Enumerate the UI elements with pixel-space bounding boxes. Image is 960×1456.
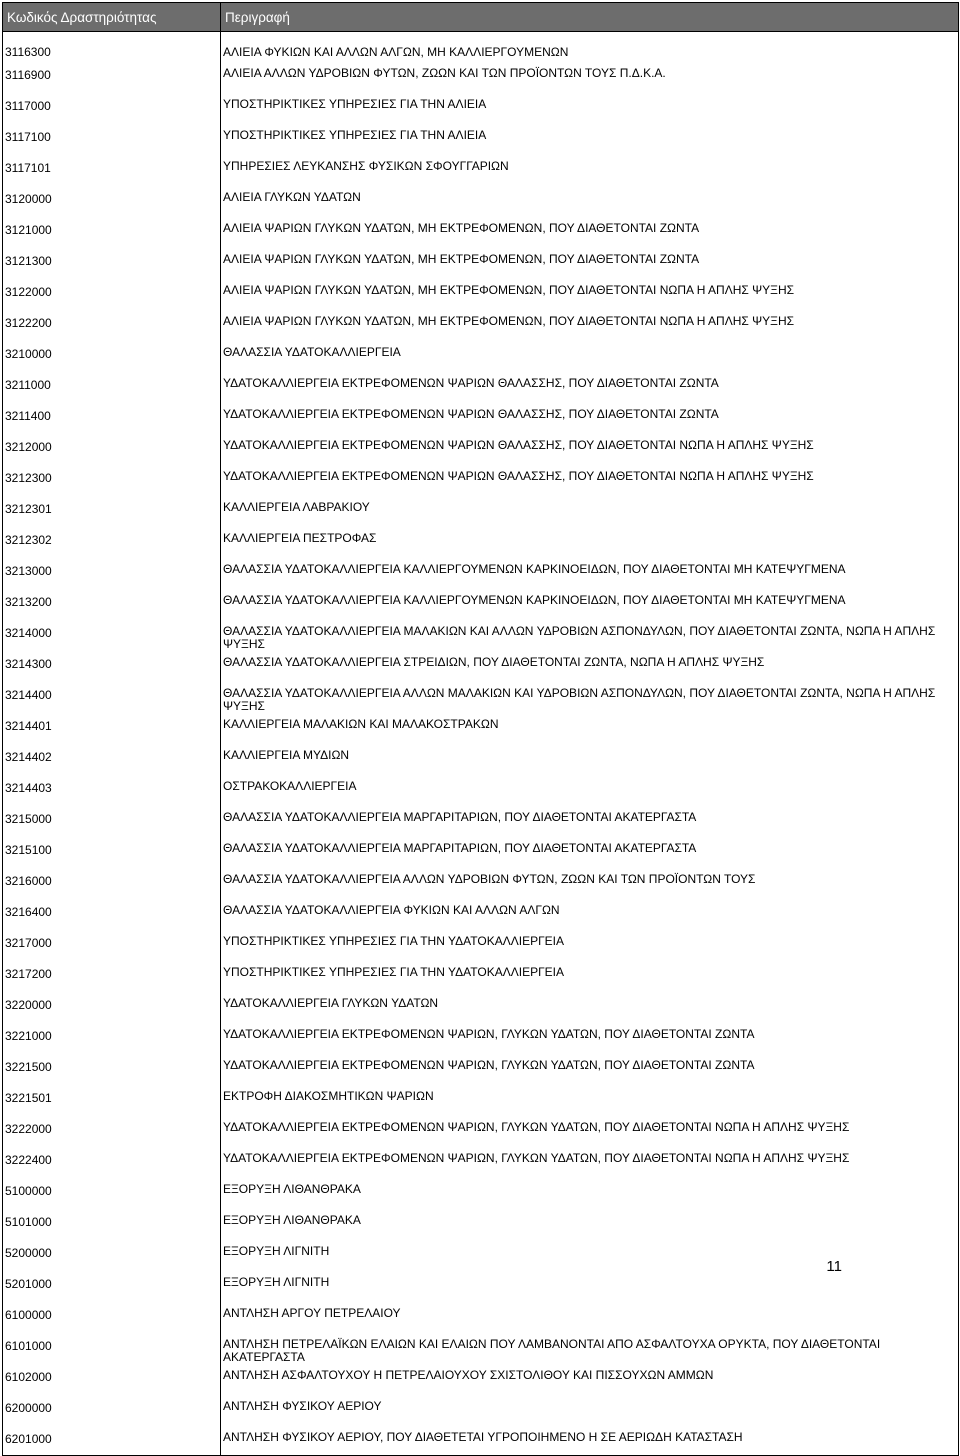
table-row — [3, 963, 959, 994]
activity-description: ΘΑΛΑΣΣΙΑ ΥΔΑΤΟΚΑΛΛΙΕΡΓΕΙΑ ΣΤΡΕΙΔΙΩΝ, ΠΟΥ ΔΙΑΘΕΤΟΝΤΑΙ ΖΩΝΤΑ, ΝΩΠΑ Η ΑΠΛΗΣ ΨΥΞΗΣ — [221, 653, 959, 684]
activity-code: 3117101 — [3, 157, 221, 188]
table-row — [3, 1304, 959, 1335]
activity-description: ΘΑΛΑΣΣΙΑ ΥΔΑΤΟΚΑΛΛΙΕΡΓΕΙΑ ΜΑΛΑΚΙΩΝ ΚΑΙ ΑΛΛΩΝ ΥΔΡΟΒΙΩΝ ΑΣΠΟΝΔΥΛΩΝ, ΠΟΥ ΔΙΑΘΕΤΟΝΤΑΙ ΖΩΝΤΑ, ΝΩΠΑ Η ΑΠΛΗΣ ΨΥΞΗΣ — [221, 622, 959, 653]
activity-description: ΑΝΤΛΗΣΗ ΑΣΦΑΛΤΟΥΧΟΥ Η ΠΕΤΡΕΛΑΙΟΥΧΟΥ ΣΧΙΣΤΟΛΙΘΟΥ ΚΑΙ ΠΙΣΣΟΥΧΩΝ ΑΜΜΩΝ — [221, 1366, 959, 1397]
activity-code: 3211000 — [3, 374, 221, 405]
activity-description: ΑΛΙΕΙΑ ΨΑΡΙΩΝ ΓΛΥΚΩΝ ΥΔΑΤΩΝ, ΜΗ ΕΚΤΡΕΦΟΜΕΝΩΝ, ΠΟΥ ΔΙΑΘΕΤΟΝΤΑΙ ΝΩΠΑ Η ΑΠΛΗΣ ΨΥΞΗΣ — [221, 281, 959, 312]
activity-description: ΕΞΟΡΥΞΗ ΛΙΓΝΙΤΗ — [221, 1273, 959, 1304]
activity-code: 3221500 — [3, 1056, 221, 1087]
activity-description: ΘΑΛΑΣΣΙΑ ΥΔΑΤΟΚΑΛΛΙΕΡΓΕΙΑ ΜΑΡΓΑΡΙΤΑΡΙΩΝ, ΠΟΥ ΔΙΑΘΕΤΟΝΤΑΙ ΑΚΑΤΕΡΓΑΣΤΑ — [221, 839, 959, 870]
table-row — [3, 1211, 959, 1242]
table-row — [3, 870, 959, 901]
activity-description: ΥΠΟΣΤΗΡΙΚΤΙΚΕΣ ΥΠΗΡΕΣΙΕΣ ΓΙΑ ΤΗΝ ΑΛΙΕΙΑ — [221, 95, 959, 126]
activity-code: 6100000 — [3, 1304, 221, 1335]
table-row — [3, 188, 959, 219]
activity-code: 3120000 — [3, 188, 221, 219]
table-row — [3, 250, 959, 281]
activity-code: 3214400 — [3, 684, 221, 715]
table-row — [3, 932, 959, 963]
activity-code: 3222400 — [3, 1149, 221, 1180]
table-row — [3, 1428, 959, 1456]
activity-code: 3221501 — [3, 1087, 221, 1118]
table-row — [3, 1025, 959, 1056]
table-row — [3, 560, 959, 591]
table-row — [3, 64, 959, 95]
activity-code: 3213000 — [3, 560, 221, 591]
activity-code: 3212302 — [3, 529, 221, 560]
activity-description: ΚΑΛΛΙΕΡΓΕΙΑ ΠΕΣΤΡΟΦΑΣ — [221, 529, 959, 560]
activity-code: 3220000 — [3, 994, 221, 1025]
activity-code: 3210000 — [3, 343, 221, 374]
table-row — [3, 591, 959, 622]
table-row — [3, 126, 959, 157]
table-row — [3, 529, 959, 560]
activity-code: 3215000 — [3, 808, 221, 839]
activity-code: 3211400 — [3, 405, 221, 436]
table-row — [3, 622, 959, 653]
header-description: Περιγραφή — [221, 3, 959, 32]
activity-description: ΘΑΛΑΣΣΙΑ ΥΔΑΤΟΚΑΛΛΙΕΡΓΕΙΑ ΑΛΛΩΝ ΥΔΡΟΒΙΩΝ ΦΥΤΩΝ, ΖΩΩΝ ΚΑΙ ΤΩΝ ΠΡΟΪΟΝΤΩΝ ΤΟΥΣ — [221, 870, 959, 901]
activity-description: ΑΝΤΛΗΣΗ ΦΥΣΙΚΟΥ ΑΕΡΙΟΥ, ΠΟΥ ΔΙΑΘΕΤΕΤΑΙ ΥΓΡΟΠΟΙΗΜΕΝΟ Η ΣΕ ΑΕΡΙΩΔΗ ΚΑΤΑΣΤΑΣΗ — [221, 1428, 959, 1456]
activity-description: ΘΑΛΑΣΣΙΑ ΥΔΑΤΟΚΑΛΛΙΕΡΓΕΙΑ ΚΑΛΛΙΕΡΓΟΥΜΕΝΩΝ ΚΑΡΚΙΝΟΕΙΔΩΝ, ΠΟΥ ΔΙΑΘΕΤΟΝΤΑΙ ΜΗ ΚΑΤΕΨΥΓΜΕΝΑ — [221, 560, 959, 591]
activity-code: 5200000 — [3, 1242, 221, 1273]
activity-description: ΥΔΑΤΟΚΑΛΛΙΕΡΓΕΙΑ ΓΛΥΚΩΝ ΥΔΑΤΩΝ — [221, 994, 959, 1025]
table-row — [3, 343, 959, 374]
table-row — [3, 1087, 959, 1118]
activity-code: 3212300 — [3, 467, 221, 498]
activity-description: ΥΔΑΤΟΚΑΛΛΙΕΡΓΕΙΑ ΕΚΤΡΕΦΟΜΕΝΩΝ ΨΑΡΙΩΝ ΘΑΛΑΣΣΗΣ, ΠΟΥ ΔΙΑΘΕΤΟΝΤΑΙ ΝΩΠΑ Η ΑΠΛΗΣ ΨΥΞΗΣ — [221, 436, 959, 467]
activity-code: 3221000 — [3, 1025, 221, 1056]
activity-code: 3214300 — [3, 653, 221, 684]
table-row — [3, 1056, 959, 1087]
activity-code: 3212301 — [3, 498, 221, 529]
activity-description: ΥΔΑΤΟΚΑΛΛΙΕΡΓΕΙΑ ΕΚΤΡΕΦΟΜΕΝΩΝ ΨΑΡΙΩΝ ΘΑΛΑΣΣΗΣ, ΠΟΥ ΔΙΑΘΕΤΟΝΤΑΙ ΝΩΠΑ Η ΑΠΛΗΣ ΨΥΞΗΣ — [221, 467, 959, 498]
activity-code: 3116300 — [3, 32, 221, 65]
activity-code: 3222000 — [3, 1118, 221, 1149]
activity-code: 3212000 — [3, 436, 221, 467]
activity-description: ΥΠΗΡΕΣΙΕΣ ΛΕΥΚΑΝΣΗΣ ΦΥΣΙΚΩΝ ΣΦΟΥΓΓΑΡΙΩΝ — [221, 157, 959, 188]
activity-description: ΚΑΛΛΙΕΡΓΕΙΑ ΜΥΔΙΩΝ — [221, 746, 959, 777]
table-row — [3, 436, 959, 467]
activity-code: 3216400 — [3, 901, 221, 932]
page-number: 11 — [826, 1258, 842, 1275]
table-row — [3, 95, 959, 126]
activity-code: 6201000 — [3, 1428, 221, 1456]
activity-description: ΥΔΑΤΟΚΑΛΛΙΕΡΓΕΙΑ ΕΚΤΡΕΦΟΜΕΝΩΝ ΨΑΡΙΩΝ, ΓΛΥΚΩΝ ΥΔΑΤΩΝ, ΠΟΥ ΔΙΑΘΕΤΟΝΤΑΙ ΖΩΝΤΑ — [221, 1056, 959, 1087]
activity-description: ΥΔΑΤΟΚΑΛΛΙΕΡΓΕΙΑ ΕΚΤΡΕΦΟΜΕΝΩΝ ΨΑΡΙΩΝ ΘΑΛΑΣΣΗΣ, ΠΟΥ ΔΙΑΘΕΤΟΝΤΑΙ ΖΩΝΤΑ — [221, 374, 959, 405]
activity-description: ΑΛΙΕΙΑ ΨΑΡΙΩΝ ΓΛΥΚΩΝ ΥΔΑΤΩΝ, ΜΗ ΕΚΤΡΕΦΟΜΕΝΩΝ, ΠΟΥ ΔΙΑΘΕΤΟΝΤΑΙ ΝΩΠΑ Η ΑΠΛΗΣ ΨΥΞΗΣ — [221, 312, 959, 343]
table-row — [3, 219, 959, 250]
activity-description: ΥΔΑΤΟΚΑΛΛΙΕΡΓΕΙΑ ΕΚΤΡΕΦΟΜΕΝΩΝ ΨΑΡΙΩΝ, ΓΛΥΚΩΝ ΥΔΑΤΩΝ, ΠΟΥ ΔΙΑΘΕΤΟΝΤΑΙ ΖΩΝΤΑ — [221, 1025, 959, 1056]
activity-description: ΥΔΑΤΟΚΑΛΛΙΕΡΓΕΙΑ ΕΚΤΡΕΦΟΜΕΝΩΝ ΨΑΡΙΩΝ ΘΑΛΑΣΣΗΣ, ΠΟΥ ΔΙΑΘΕΤΟΝΤΑΙ ΖΩΝΤΑ — [221, 405, 959, 436]
activity-description: ΥΠΟΣΤΗΡΙΚΤΙΚΕΣ ΥΠΗΡΕΣΙΕΣ ΓΙΑ ΤΗΝ ΥΔΑΤΟΚΑΛΛΙΕΡΓΕΙΑ — [221, 932, 959, 963]
table-row — [3, 684, 959, 715]
activity-description: ΑΛΙΕΙΑ ΨΑΡΙΩΝ ΓΛΥΚΩΝ ΥΔΑΤΩΝ, ΜΗ ΕΚΤΡΕΦΟΜΕΝΩΝ, ΠΟΥ ΔΙΑΘΕΤΟΝΤΑΙ ΖΩΝΤΑ — [221, 250, 959, 281]
table-row — [3, 157, 959, 188]
table-row — [3, 1273, 959, 1304]
activity-code: 3122000 — [3, 281, 221, 312]
table-row — [3, 1180, 959, 1211]
activity-description: ΑΛΙΕΙΑ ΑΛΛΩΝ ΥΔΡΟΒΙΩΝ ΦΥΤΩΝ, ΖΩΩΝ ΚΑΙ ΤΩΝ ΠΡΟΪΟΝΤΩΝ ΤΟΥΣ Π.Δ.Κ.Α. — [221, 64, 959, 95]
table-row — [3, 1149, 959, 1180]
activity-description: ΑΝΤΛΗΣΗ ΠΕΤΡΕΛΑΪΚΩΝ ΕΛΑΙΩΝ ΚΑΙ ΕΛΑΙΩΝ ΠΟΥ ΛΑΜΒΑΝΟΝΤΑΙ ΑΠΟ ΑΣΦΑΛΤΟΥΧΑ ΟΡΥΚΤΑ, ΠΟΥ ΔΙΑΘΕΤΟΝΤΑΙ ΑΚΑΤΕΡΓΑΣΤΑ — [221, 1335, 959, 1366]
activity-description: ΑΛΙΕΙΑ ΓΛΥΚΩΝ ΥΔΑΤΩΝ — [221, 188, 959, 219]
activity-description: ΚΑΛΛΙΕΡΓΕΙΑ ΜΑΛΑΚΙΩΝ ΚΑΙ ΜΑΛΑΚΟΣΤΡΑΚΩΝ — [221, 715, 959, 746]
activity-code: 3214402 — [3, 746, 221, 777]
table-row — [3, 312, 959, 343]
activity-codes-table — [2, 2, 959, 1456]
activity-code: 3214403 — [3, 777, 221, 808]
activity-code: 3117100 — [3, 126, 221, 157]
activity-code: 3215100 — [3, 839, 221, 870]
table-row — [3, 281, 959, 312]
activity-code: 3214000 — [3, 622, 221, 653]
table-row — [3, 777, 959, 808]
activity-description: ΘΑΛΑΣΣΙΑ ΥΔΑΤΟΚΑΛΛΙΕΡΓΕΙΑ ΦΥΚΙΩΝ ΚΑΙ ΑΛΛΩΝ ΑΛΓΩΝ — [221, 901, 959, 932]
table-row — [3, 374, 959, 405]
activity-code: 3217200 — [3, 963, 221, 994]
table-row — [3, 715, 959, 746]
table-row — [3, 498, 959, 529]
activity-description: ΑΛΙΕΙΑ ΦΥΚΙΩΝ ΚΑΙ ΑΛΛΩΝ ΑΛΓΩΝ, ΜΗ ΚΑΛΛΙΕΡΓΟΥΜΕΝΩΝ — [221, 32, 959, 65]
activity-description: ΥΔΑΤΟΚΑΛΛΙΕΡΓΕΙΑ ΕΚΤΡΕΦΟΜΕΝΩΝ ΨΑΡΙΩΝ, ΓΛΥΚΩΝ ΥΔΑΤΩΝ, ΠΟΥ ΔΙΑΘΕΤΟΝΤΑΙ ΝΩΠΑ Η ΑΠΛΗΣ ΨΥΞΗΣ — [221, 1149, 959, 1180]
activity-code: 6101000 — [3, 1335, 221, 1366]
table-row — [3, 32, 959, 65]
activity-description: ΥΠΟΣΤΗΡΙΚΤΙΚΕΣ ΥΠΗΡΕΣΙΕΣ ΓΙΑ ΤΗΝ ΑΛΙΕΙΑ — [221, 126, 959, 157]
activity-description: ΑΛΙΕΙΑ ΨΑΡΙΩΝ ΓΛΥΚΩΝ ΥΔΑΤΩΝ, ΜΗ ΕΚΤΡΕΦΟΜΕΝΩΝ, ΠΟΥ ΔΙΑΘΕΤΟΝΤΑΙ ΖΩΝΤΑ — [221, 219, 959, 250]
activity-description: ΘΑΛΑΣΣΙΑ ΥΔΑΤΟΚΑΛΛΙΕΡΓΕΙΑ ΜΑΡΓΑΡΙΤΑΡΙΩΝ, ΠΟΥ ΔΙΑΘΕΤΟΝΤΑΙ ΑΚΑΤΕΡΓΑΣΤΑ — [221, 808, 959, 839]
activity-code: 3121000 — [3, 219, 221, 250]
activity-code: 3217000 — [3, 932, 221, 963]
activity-code: 5101000 — [3, 1211, 221, 1242]
activity-code: 3216000 — [3, 870, 221, 901]
table-row — [3, 1366, 959, 1397]
activity-description: ΟΣΤΡΑΚΟΚΑΛΛΙΕΡΓΕΙΑ — [221, 777, 959, 808]
table-row — [3, 1335, 959, 1366]
activity-code: 6102000 — [3, 1366, 221, 1397]
table-row — [3, 746, 959, 777]
activity-code: 3213200 — [3, 591, 221, 622]
header-code: Κωδικός Δραστηριότητας — [3, 3, 221, 32]
table-row — [3, 901, 959, 932]
activity-description: ΚΑΛΛΙΕΡΓΕΙΑ ΛΑΒΡΑΚΙΟΥ — [221, 498, 959, 529]
table-row — [3, 405, 959, 436]
activity-description: ΕΞΟΡΥΞΗ ΛΙΓΝΙΤΗ — [221, 1242, 959, 1273]
table-body — [3, 32, 959, 1456]
activity-code: 5201000 — [3, 1273, 221, 1304]
activity-code: 3121300 — [3, 250, 221, 281]
table-row — [3, 467, 959, 498]
activity-description: ΕΚΤΡΟΦΗ ΔΙΑΚΟΣΜΗΤΙΚΩΝ ΨΑΡΙΩΝ — [221, 1087, 959, 1118]
table-header-row — [3, 3, 959, 32]
table-row — [3, 808, 959, 839]
table-row — [3, 653, 959, 684]
activity-description: ΕΞΟΡΥΞΗ ΛΙΘΑΝΘΡΑΚΑ — [221, 1180, 959, 1211]
activity-code: 3214401 — [3, 715, 221, 746]
table-row — [3, 994, 959, 1025]
activity-code: 3117000 — [3, 95, 221, 126]
activity-code: 3122200 — [3, 312, 221, 343]
activity-description: ΥΠΟΣΤΗΡΙΚΤΙΚΕΣ ΥΠΗΡΕΣΙΕΣ ΓΙΑ ΤΗΝ ΥΔΑΤΟΚΑΛΛΙΕΡΓΕΙΑ — [221, 963, 959, 994]
activity-description: ΑΝΤΛΗΣΗ ΑΡΓΟΥ ΠΕΤΡΕΛΑΙΟΥ — [221, 1304, 959, 1335]
activity-code: 3116900 — [3, 64, 221, 95]
activity-description: ΥΔΑΤΟΚΑΛΛΙΕΡΓΕΙΑ ΕΚΤΡΕΦΟΜΕΝΩΝ ΨΑΡΙΩΝ, ΓΛΥΚΩΝ ΥΔΑΤΩΝ, ΠΟΥ ΔΙΑΘΕΤΟΝΤΑΙ ΝΩΠΑ Η ΑΠΛΗΣ ΨΥΞΗΣ — [221, 1118, 959, 1149]
activity-description: ΘΑΛΑΣΣΙΑ ΥΔΑΤΟΚΑΛΛΙΕΡΓΕΙΑ ΑΛΛΩΝ ΜΑΛΑΚΙΩΝ ΚΑΙ ΥΔΡΟΒΙΩΝ ΑΣΠΟΝΔΥΛΩΝ, ΠΟΥ ΔΙΑΘΕΤΟΝΤΑΙ ΖΩΝΤΑ, ΝΩΠΑ Η ΑΠΛΗΣ ΨΥΞΗΣ — [221, 684, 959, 715]
table-row — [3, 1397, 959, 1428]
table-row — [3, 1118, 959, 1149]
activity-description: ΕΞΟΡΥΞΗ ΛΙΘΑΝΘΡΑΚΑ — [221, 1211, 959, 1242]
activity-description: ΘΑΛΑΣΣΙΑ ΥΔΑΤΟΚΑΛΛΙΕΡΓΕΙΑ — [221, 343, 959, 374]
table-row — [3, 1242, 959, 1273]
activity-code: 6200000 — [3, 1397, 221, 1428]
activity-code: 5100000 — [3, 1180, 221, 1211]
activity-description: ΘΑΛΑΣΣΙΑ ΥΔΑΤΟΚΑΛΛΙΕΡΓΕΙΑ ΚΑΛΛΙΕΡΓΟΥΜΕΝΩΝ ΚΑΡΚΙΝΟΕΙΔΩΝ, ΠΟΥ ΔΙΑΘΕΤΟΝΤΑΙ ΜΗ ΚΑΤΕΨΥΓΜΕΝΑ — [221, 591, 959, 622]
activity-description: ΑΝΤΛΗΣΗ ΦΥΣΙΚΟΥ ΑΕΡΙΟΥ — [221, 1397, 959, 1428]
table-row — [3, 839, 959, 870]
